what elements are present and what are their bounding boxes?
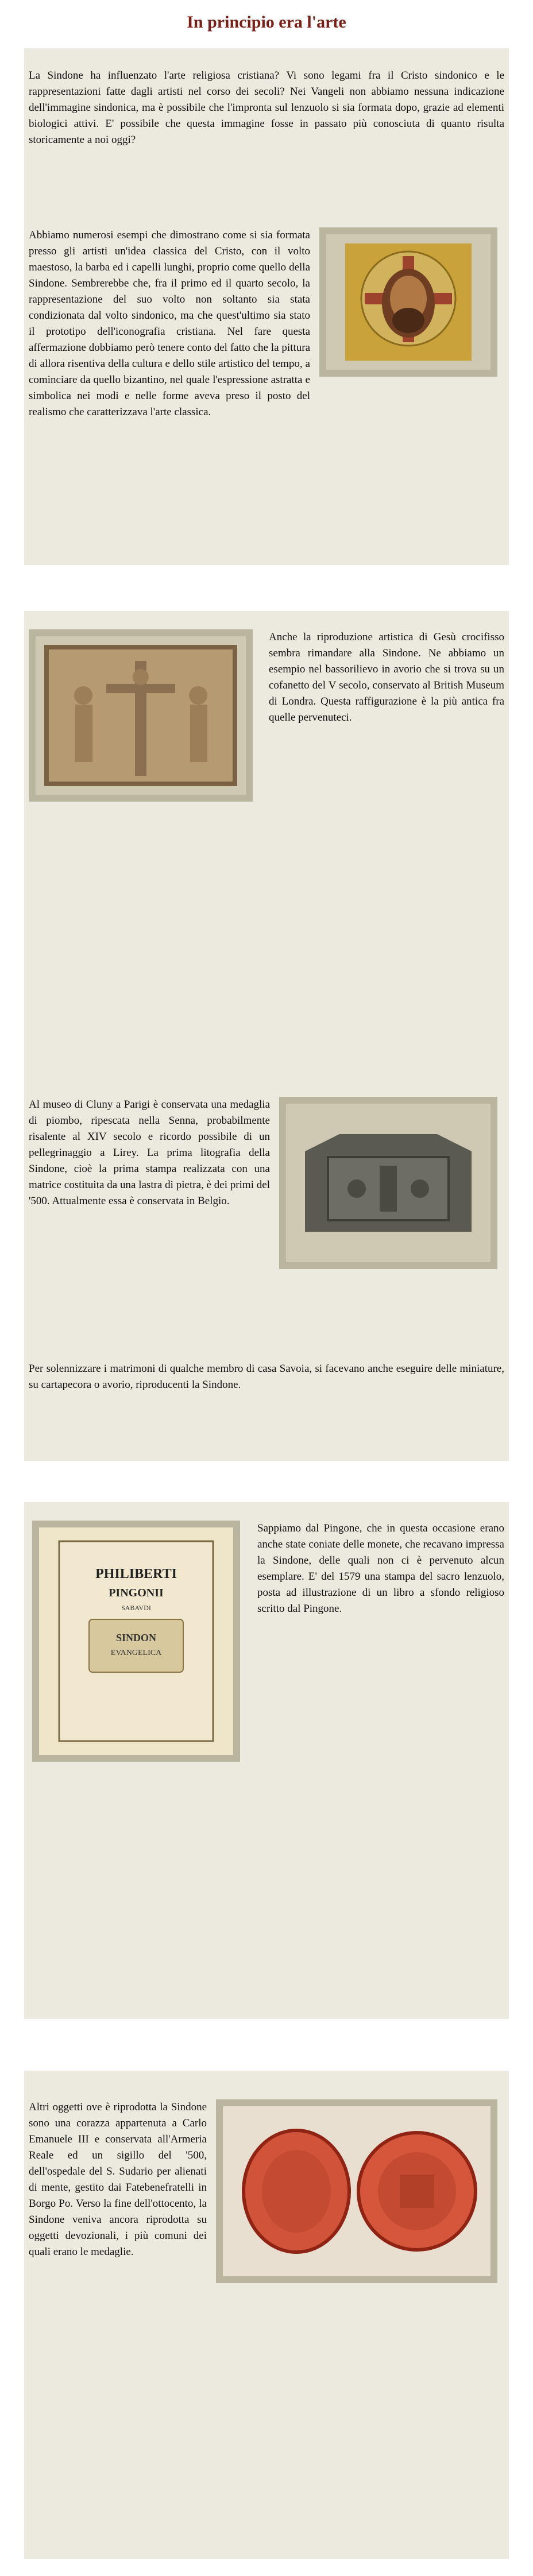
lead-medal-frame (279, 1097, 497, 1269)
page-title: In principio era l'arte (187, 13, 346, 32)
book-cover-image (39, 1527, 233, 1755)
paragraph-seal: Altri oggetti ove è riprodotta la Sindone sono una corazza appartenuta a Carlo Emanuele III e conservata all'Armeria Reale ed un sigillo del '500, dell'ospedale del S. Sudario per alienati di mente, gestito dai Fatebenefratelli in Borgo Po. Verso la fine dell'ottocento, la Sindone veniva ancora riprodotta su oggetti devozionali, i più comuni dei quali erano le medaglie. (29, 2101, 207, 2258)
icon-face-frame (319, 227, 497, 377)
book-line-1: PHILIBERTI (95, 1567, 177, 1581)
book-cover-frame (32, 1521, 240, 1762)
paragraph-pingone: Sappiamo dal Pingone, che in questa occasione erano anche state coniate delle monete, che recavano impressa la Sindone, delle quali non ci è pervenuto alcun esemplare. E' del 1579 una stampa del sacro lenzuolo, posta ad illustrazione di un libro a sfondo religioso scritto dal Pingone. (257, 1522, 504, 1615)
ivory-carving-frame (29, 629, 253, 802)
lead-medal-image (286, 1104, 490, 1262)
paragraph-miniatures: Per solennizzare i matrimoni di qualche membro di casa Savoia, si facevano anche eseguire delle miniature, su cartapecora o avorio, riproducenti la Sindone. (29, 1363, 504, 1391)
paragraph-crucifix: Anche la riproduzione artistica di Gesù crocifisso sembra rimandare alla Sindone. Ne abbiamo un esempio nel bassorilievo in avorio che si trova su un cofanetto del V secolo, conservato al British Museum di Londra. Questa raffigurazione è la più antica fra quelle pervenuteci. (269, 631, 504, 724)
paragraph-medal: Al museo di Cluny a Parigi è conservata una medaglia di piombo, ripescata nella Senna, probabilmente risalente al XIV secolo e ricordo possibile di un pellegrinaggio a Lirey. La prima litografia della Sindone, cioè la prima stampa realizzata con una matrice costituita da una lastra di pietra, è dei primi del '500. Attualmente essa è conservata in Belgio. (29, 1099, 270, 1207)
seal-image (223, 2106, 490, 2276)
paragraph-face: Abbiamo numerosi esempi che dimostrano come si sia formata presso gli artisti un'idea classica del Cristo, con il volto maestoso, la barba ed i capelli lunghi, proprio come quello della Sindone. Sembrerebbe che, fra il primo ed il quarto secolo, la rappresentazione del suo volto non soltanto sia stata condizionata dal volto sindonico, ma che quest'ultimo sia stato il prototipo dell'iconografia cristiana. Nel fare questa affermazione dobbiamo però tenere conto del fatto che la pittura di allora risentiva della cultura e dello stile artistico del tempo, a cominciare da quello bizantino, nel quale l'espressione astratta e simbolica nei modi e nelle forme aveva preso il posto del realismo che caratterizzava l'arte classica. (29, 229, 310, 418)
book-line-3: SABAVDI (121, 1604, 151, 1612)
seal-frame (216, 2099, 497, 2283)
book-line-4: SINDON (115, 1632, 157, 1643)
book-line-5: EVANGELICA (110, 1649, 162, 1657)
book-line-2: PINGONII (109, 1587, 164, 1599)
ivory-carving-image (36, 636, 246, 795)
paragraph-intro: La Sindone ha influenzato l'arte religiosa cristiana? Vi sono legami fra il Cristo sindonico e le rappresentazioni fatte dagli artisti nel corso dei secoli? Nei Vangeli non abbiamo nessuna indicazione dell'immagine sindonica, ma è possibile che l'impronta sul lenzuolo si sia formata dopo, grazie ad elementi biologici attivi. E' possibile che questa immagine fosse in passato più conosciuta di quanto risulta storicamente a noi oggi? (29, 69, 504, 146)
icon-face-image (326, 234, 490, 370)
